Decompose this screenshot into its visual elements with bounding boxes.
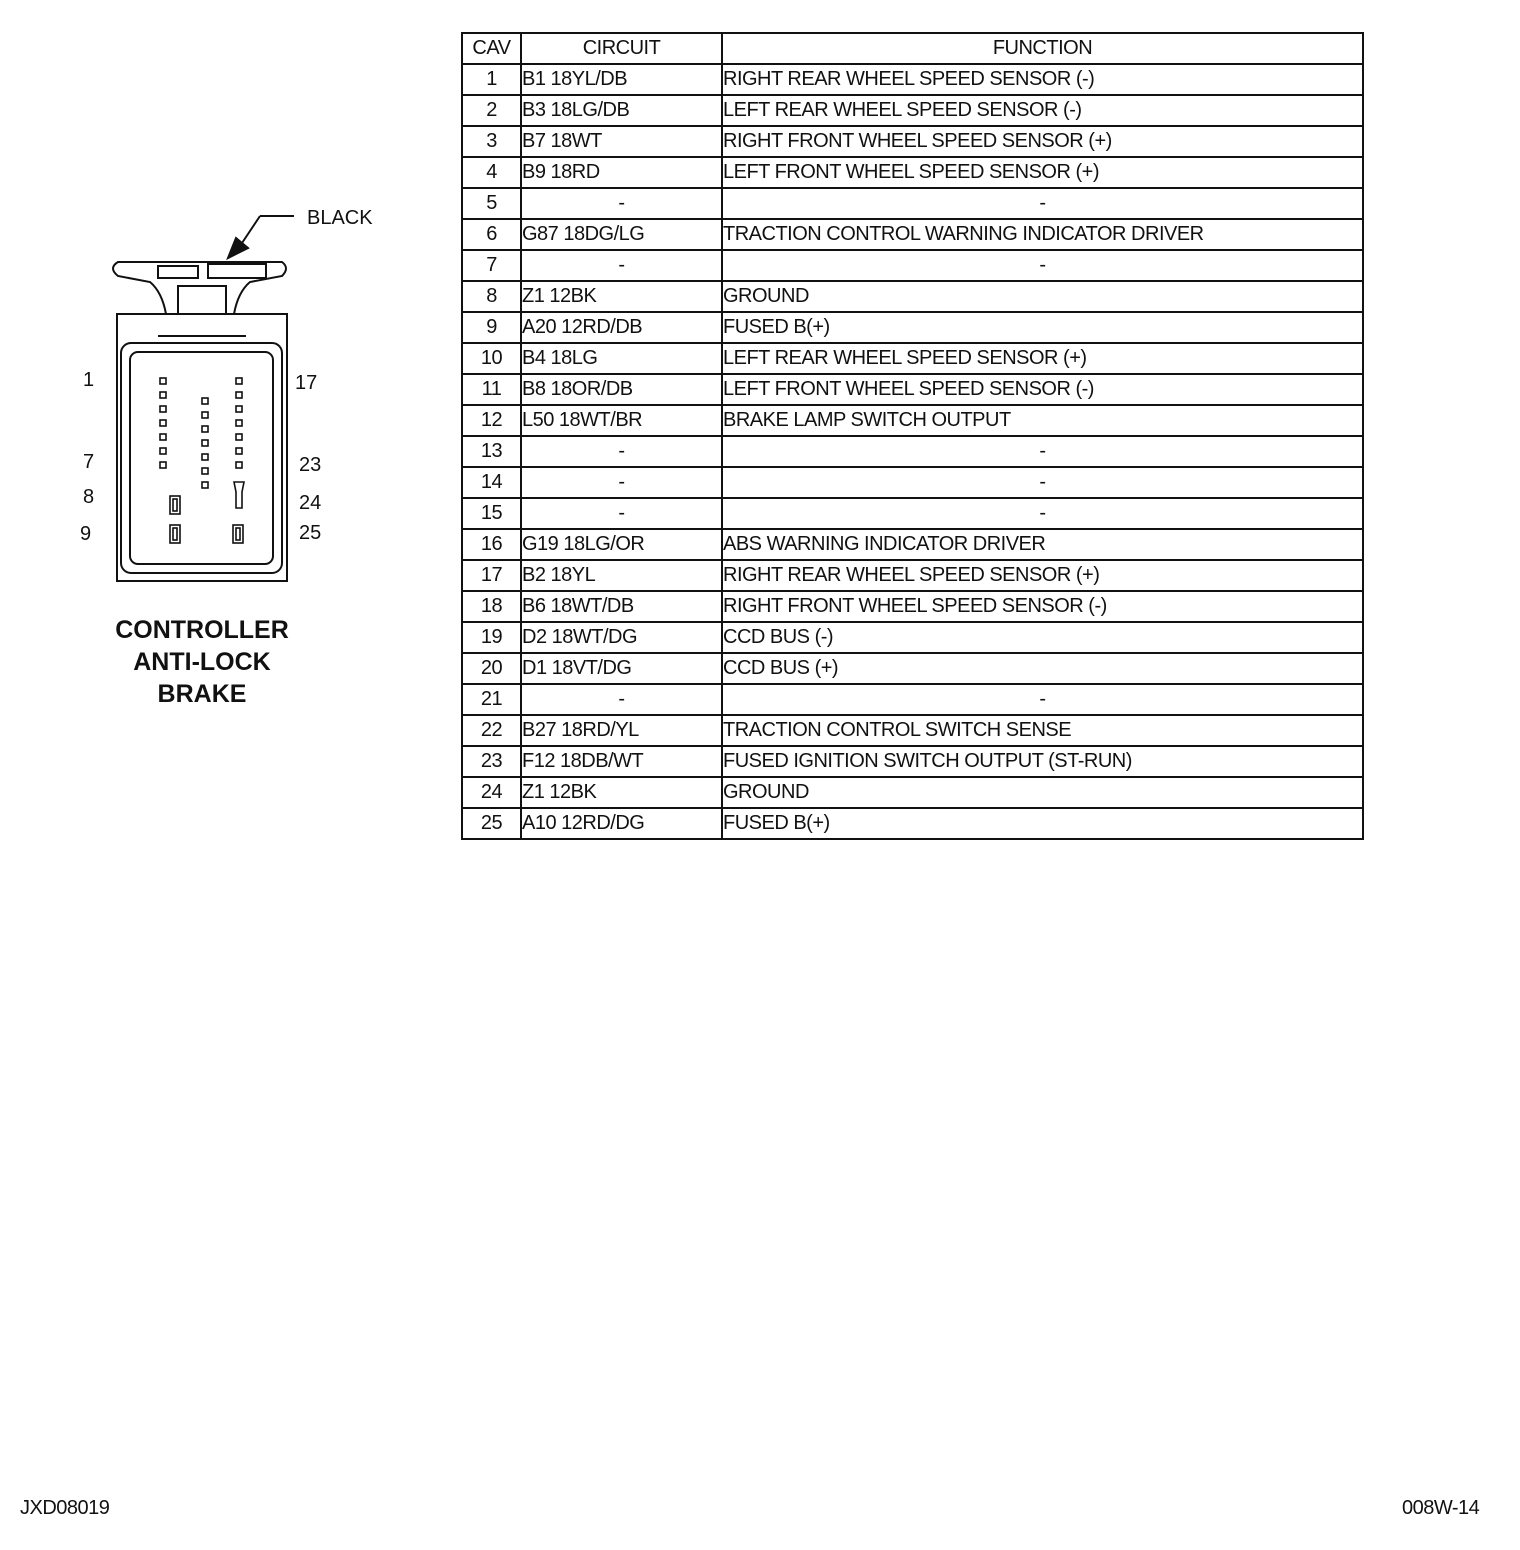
function-cell: FUSED IGNITION SWITCH OUTPUT (ST-RUN)	[722, 746, 1363, 777]
table-row	[462, 188, 1363, 219]
table-row	[462, 312, 1363, 343]
function-cell: LEFT REAR WHEEL SPEED SENSOR (+)	[722, 343, 1363, 374]
pin-cavity-5	[160, 434, 166, 440]
pin-label-24: 24	[299, 492, 322, 514]
pin-cavity-16	[236, 392, 242, 398]
cav-cell: 23	[462, 746, 521, 777]
function-cell: CCD BUS (+)	[722, 653, 1363, 684]
table-row	[462, 746, 1363, 777]
connector-title	[90, 614, 314, 710]
function-cell: LEFT FRONT WHEEL SPEED SENSOR (-)	[722, 374, 1363, 405]
circuit-cell: -	[521, 467, 722, 498]
function-cell: TRACTION CONTROL WARNING INDICATOR DRIVER	[722, 219, 1363, 250]
cav-cell: 5	[462, 188, 521, 219]
function-cell: CCD BUS (-)	[722, 622, 1363, 653]
cav-cell: 25	[462, 808, 521, 839]
circuit-cell: -	[521, 250, 722, 281]
title-line-1: CONTROLLER	[115, 616, 289, 644]
table-row	[462, 250, 1363, 281]
pin-cavity-20	[236, 448, 242, 454]
table-row	[462, 95, 1363, 126]
table-row	[462, 343, 1363, 374]
table-row	[462, 281, 1363, 312]
pin-cavity-13	[202, 468, 208, 474]
pin-cavity-12	[202, 454, 208, 460]
circuit-cell: -	[521, 436, 722, 467]
pin-label-9: 9	[80, 523, 92, 545]
circuit-cell: L50 18WT/BR	[521, 405, 722, 436]
table-row	[462, 64, 1363, 95]
function-cell: LEFT FRONT WHEEL SPEED SENSOR (+)	[722, 157, 1363, 188]
header-cav: CAV	[462, 33, 521, 64]
cav-cell: 10	[462, 343, 521, 374]
table-row	[462, 405, 1363, 436]
table-row	[462, 219, 1363, 250]
function-cell: RIGHT REAR WHEEL SPEED SENSOR (-)	[722, 64, 1363, 95]
circuit-cell: B27 18RD/YL	[521, 715, 722, 746]
circuit-cell: D2 18WT/DG	[521, 622, 722, 653]
function-cell: FUSED B(+)	[722, 312, 1363, 343]
title-line-2: ANTI-LOCK	[133, 648, 271, 676]
table-row	[462, 498, 1363, 529]
pin-label-17: 17	[295, 372, 318, 394]
table-row	[462, 653, 1363, 684]
pin-cavity-18	[236, 420, 242, 426]
circuit-cell: G19 18LG/OR	[521, 529, 722, 560]
pin-cavity-7	[160, 462, 166, 468]
table-row	[462, 560, 1363, 591]
circuit-cell: F12 18DB/WT	[521, 746, 722, 777]
cav-cell: 3	[462, 126, 521, 157]
circuit-cell: B8 18OR/DB	[521, 374, 722, 405]
circuit-cell: Z1 12BK	[521, 281, 722, 312]
function-cell: -	[722, 250, 1363, 281]
title-line-3: BRAKE	[157, 680, 247, 708]
figure-code-left: JXD08019	[20, 1497, 110, 1519]
connector-drawing	[0, 0, 420, 720]
table-row	[462, 157, 1363, 188]
function-cell: LEFT REAR WHEEL SPEED SENSOR (-)	[722, 95, 1363, 126]
circuit-cell: B3 18LG/DB	[521, 95, 722, 126]
cav-cell: 17	[462, 560, 521, 591]
header-function: FUNCTION	[722, 33, 1363, 64]
cav-cell: 6	[462, 219, 521, 250]
pin-cavity-2	[160, 392, 166, 398]
cav-cell: 15	[462, 498, 521, 529]
function-cell: GROUND	[722, 777, 1363, 808]
circuit-cell: B1 18YL/DB	[521, 64, 722, 95]
function-cell: BRAKE LAMP SWITCH OUTPUT	[722, 405, 1363, 436]
circuit-cell: Z1 12BK	[521, 777, 722, 808]
figure-code-right: 008W-14	[1402, 1497, 1480, 1519]
circuit-cell: G87 18DG/LG	[521, 219, 722, 250]
table-row	[462, 808, 1363, 839]
cav-cell: 2	[462, 95, 521, 126]
cav-cell: 16	[462, 529, 521, 560]
pin-cavity-19	[236, 434, 242, 440]
cav-cell: 24	[462, 777, 521, 808]
function-cell: RIGHT FRONT WHEEL SPEED SENSOR (-)	[722, 591, 1363, 622]
cav-cell: 9	[462, 312, 521, 343]
table-row	[462, 622, 1363, 653]
pin-label-1: 1	[83, 369, 95, 391]
table-row	[462, 591, 1363, 622]
pin-cavity-10	[202, 426, 208, 432]
function-cell: FUSED B(+)	[722, 808, 1363, 839]
pin-label-8: 8	[83, 486, 95, 508]
table-row	[462, 126, 1363, 157]
function-cell: ABS WARNING INDICATOR DRIVER	[722, 529, 1363, 560]
pinout-table	[461, 32, 1364, 840]
circuit-cell: A10 12RD/DG	[521, 808, 722, 839]
circuit-cell: -	[521, 498, 722, 529]
connector-latch	[113, 262, 286, 314]
function-cell: GROUND	[722, 281, 1363, 312]
cav-cell: 22	[462, 715, 521, 746]
table-row	[462, 777, 1363, 808]
cav-cell: 20	[462, 653, 521, 684]
circuit-cell: A20 12RD/DB	[521, 312, 722, 343]
connector-color-label: BLACK	[307, 207, 373, 229]
black-arrow-head	[228, 238, 248, 258]
circuit-cell: B4 18LG	[521, 343, 722, 374]
pin-cavity-17	[236, 406, 242, 412]
function-cell: -	[722, 467, 1363, 498]
pin-cavity-4	[160, 420, 166, 426]
table-row	[462, 529, 1363, 560]
circuit-cell: B2 18YL	[521, 560, 722, 591]
pin-cavity-15	[236, 378, 242, 384]
circuit-cell: B6 18WT/DB	[521, 591, 722, 622]
pin-cavity-8	[202, 398, 208, 404]
table-row	[462, 715, 1363, 746]
cav-cell: 7	[462, 250, 521, 281]
latch-tab	[178, 286, 226, 314]
cav-cell: 19	[462, 622, 521, 653]
function-cell: TRACTION CONTROL SWITCH SENSE	[722, 715, 1363, 746]
cav-cell: 1	[462, 64, 521, 95]
table-header-row	[462, 33, 1363, 64]
cav-cell: 13	[462, 436, 521, 467]
function-cell: RIGHT FRONT WHEEL SPEED SENSOR (+)	[722, 126, 1363, 157]
cav-cell: 11	[462, 374, 521, 405]
function-cell: -	[722, 436, 1363, 467]
cav-cell: 8	[462, 281, 521, 312]
circuit-cell: -	[521, 188, 722, 219]
connector-diagram	[0, 0, 420, 720]
pin-cavities	[160, 378, 244, 543]
function-cell: -	[722, 684, 1363, 715]
circuit-cell: -	[521, 684, 722, 715]
table-row	[462, 684, 1363, 715]
cav-cell: 18	[462, 591, 521, 622]
pin-cavity-14	[202, 482, 208, 488]
connector-body	[117, 314, 287, 581]
pin-cavity-9	[202, 412, 208, 418]
pin-cavity-21	[236, 462, 242, 468]
latch-slot-right	[208, 264, 266, 278]
latch-slot-left	[158, 266, 198, 278]
pin-label-25: 25	[299, 522, 322, 544]
function-cell: -	[722, 188, 1363, 219]
function-cell: RIGHT REAR WHEEL SPEED SENSOR (+)	[722, 560, 1363, 591]
header-circuit: CIRCUIT	[521, 33, 722, 64]
cav-cell: 21	[462, 684, 521, 715]
cav-cell: 14	[462, 467, 521, 498]
table-row	[462, 436, 1363, 467]
circuit-cell: B9 18RD	[521, 157, 722, 188]
pin-label-23: 23	[299, 454, 322, 476]
pin-cavity-6	[160, 448, 166, 454]
circuit-cell: D1 18VT/DG	[521, 653, 722, 684]
pin-label-7: 7	[83, 451, 95, 473]
cav-cell: 4	[462, 157, 521, 188]
circuit-cell: B7 18WT	[521, 126, 722, 157]
cav-cell: 12	[462, 405, 521, 436]
table-row	[462, 467, 1363, 498]
pin-cavity-11	[202, 440, 208, 446]
function-cell: -	[722, 498, 1363, 529]
pin-cavity-3	[160, 406, 166, 412]
keyed-cavity-24	[234, 482, 244, 508]
table-row	[462, 374, 1363, 405]
pin-cavity-1	[160, 378, 166, 384]
